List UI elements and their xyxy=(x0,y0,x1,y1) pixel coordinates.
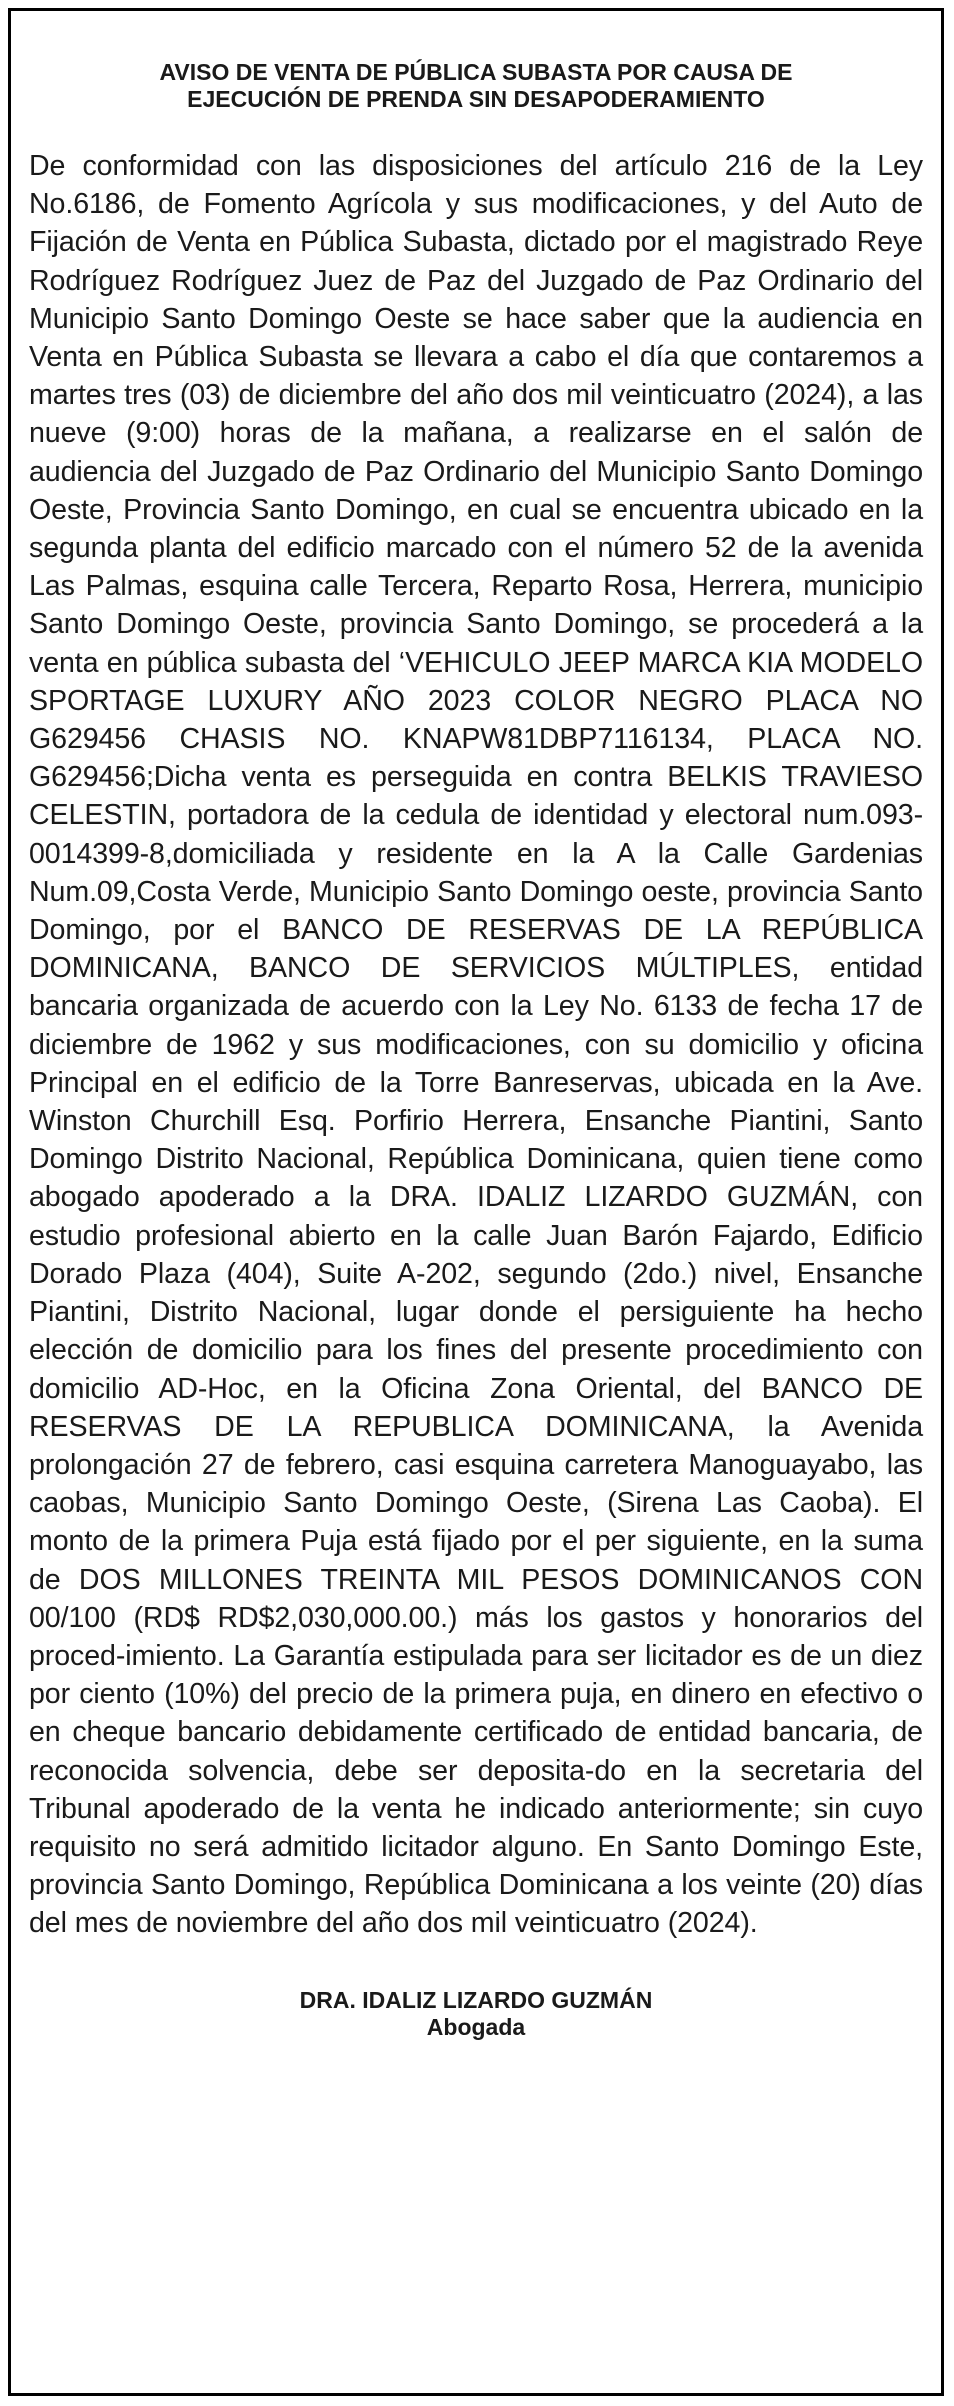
signature-role: Abogada xyxy=(426,2013,526,2040)
notice-title xyxy=(29,59,923,113)
signature-name: DRA. IDALIZ LIZARDO GUZMÁN xyxy=(299,1986,653,2013)
notice-body: De conformidad con las disposiciones del artículo 216 de la Ley No.6186, de Fomento Agrícola y sus modificaciones, y del Auto de Fijación de Venta en Pública Subasta, dictado por el magistrado Reye Rodríguez Rodríguez Juez de Paz del Juzgado de Paz Ordinario del Municipio Santo Domingo Oeste se hace saber que la audiencia en Venta en Pública Subasta se llevara a cabo el día que contaremos a martes tres (03) de diciembre del año dos mil veinticuatro (2024), a las nueve (9:00) horas de la mañana, a realizarse en el salón de audiencia del Juzgado de Paz Ordinario del Municipio Santo Domingo Oeste, Provincia Santo Domingo, en cual se encuentra ubicado en la segunda planta del edificio marcado con el número 52 de la avenida Las Palmas, esquina calle Tercera, Reparto Rosa, Herrera, municipio Santo Domingo Oeste, provincia Santo Domingo, se procederá a la venta en pública subasta del ‘VEHICULO JEEP MARCA KIA MODELO SPORTAGE LUXURY AÑO 2023 COLOR NEGRO PLACA NO G629456 CHASIS NO. KNAPW81DBP7116134, PLACA NO. G629456;Dicha venta es perseguida en contra BELKIS TRAVIESO CELESTIN, portadora de la cedula de identidad y electoral num.093-0014399-8,domiciliada y residente en la A la Calle Gardenias Num.09,Costa Verde, Municipio Santo Domingo oeste, provincia Santo Domingo, por el BANCO DE RESERVAS DE LA REPÚBLICA DOMINICANA, BANCO DE SERVICIOS MÚLTIPLES, entidad bancaria organizada de acuerdo con la Ley No. 6133 de fecha 17 de diciembre de 1962 y sus modificaciones, con su domicilio y oficina Principal en el edificio de la Torre Banreservas, ubicada en la Ave. Winston Churchill Esq. Porfirio Herrera, Ensanche Piantini, Santo Domingo Distrito Nacional, República Dominicana, quien tiene como abogado apoderado a la DRA. IDALIZ LIZARDO GUZMÁN, con estudio profesional abierto en la calle Juan Barón Fajardo, Edificio Dorado Plaza (404), Suite A-202, segundo (2do.) nivel, Ensanche Piantini, Distrito Nacional, lugar donde el persiguiente ha hecho elección de domicilio para los fines del presente procedimiento con domicilio AD-Hoc, en la Oficina Zona Oriental, del BANCO DE RESERVAS DE LA REPUBLICA DOMINICANA, la Avenida prolongación 27 de febrero, casi esquina carretera Manoguayabo, las caobas, Municipio Santo Domingo Oeste, (Sirena Las Caoba). El monto de la primera Puja está fijado por el per siguiente, en la suma de DOS MILLONES TREINTA MIL PESOS DOMINICANOS CON 00/100 (RD$ RD$2,030,000.00.) más los gastos y honorarios del proced-imiento. La Garantía estipulada para ser licitador es de un diez por ciento (10%) del precio de la primera puja, en dinero en efectivo o en cheque bancario debidamente certificado de entidad bancaria, de reconocida solvencia, debe ser deposita-do en la secretaria del Tribunal apoderado de la venta he indicado anteriormente; sin cuyo requisito no será admitido licitador alguno. En Santo Domingo Este, provincia Santo Domingo, República Dominicana a los veinte (20) días del mes de noviembre del año dos mil veinticuatro (2024). xyxy=(29,150,923,1940)
legal-notice xyxy=(8,8,944,2396)
notice-title-line-2: EJECUCIÓN DE PRENDA SIN DESAPODERAMIENTO xyxy=(187,86,765,112)
notice-title-line-1: AVISO DE VENTA DE PÚBLICA SUBASTA POR CAUSA DE xyxy=(159,59,793,85)
signature-block xyxy=(29,1987,923,2041)
